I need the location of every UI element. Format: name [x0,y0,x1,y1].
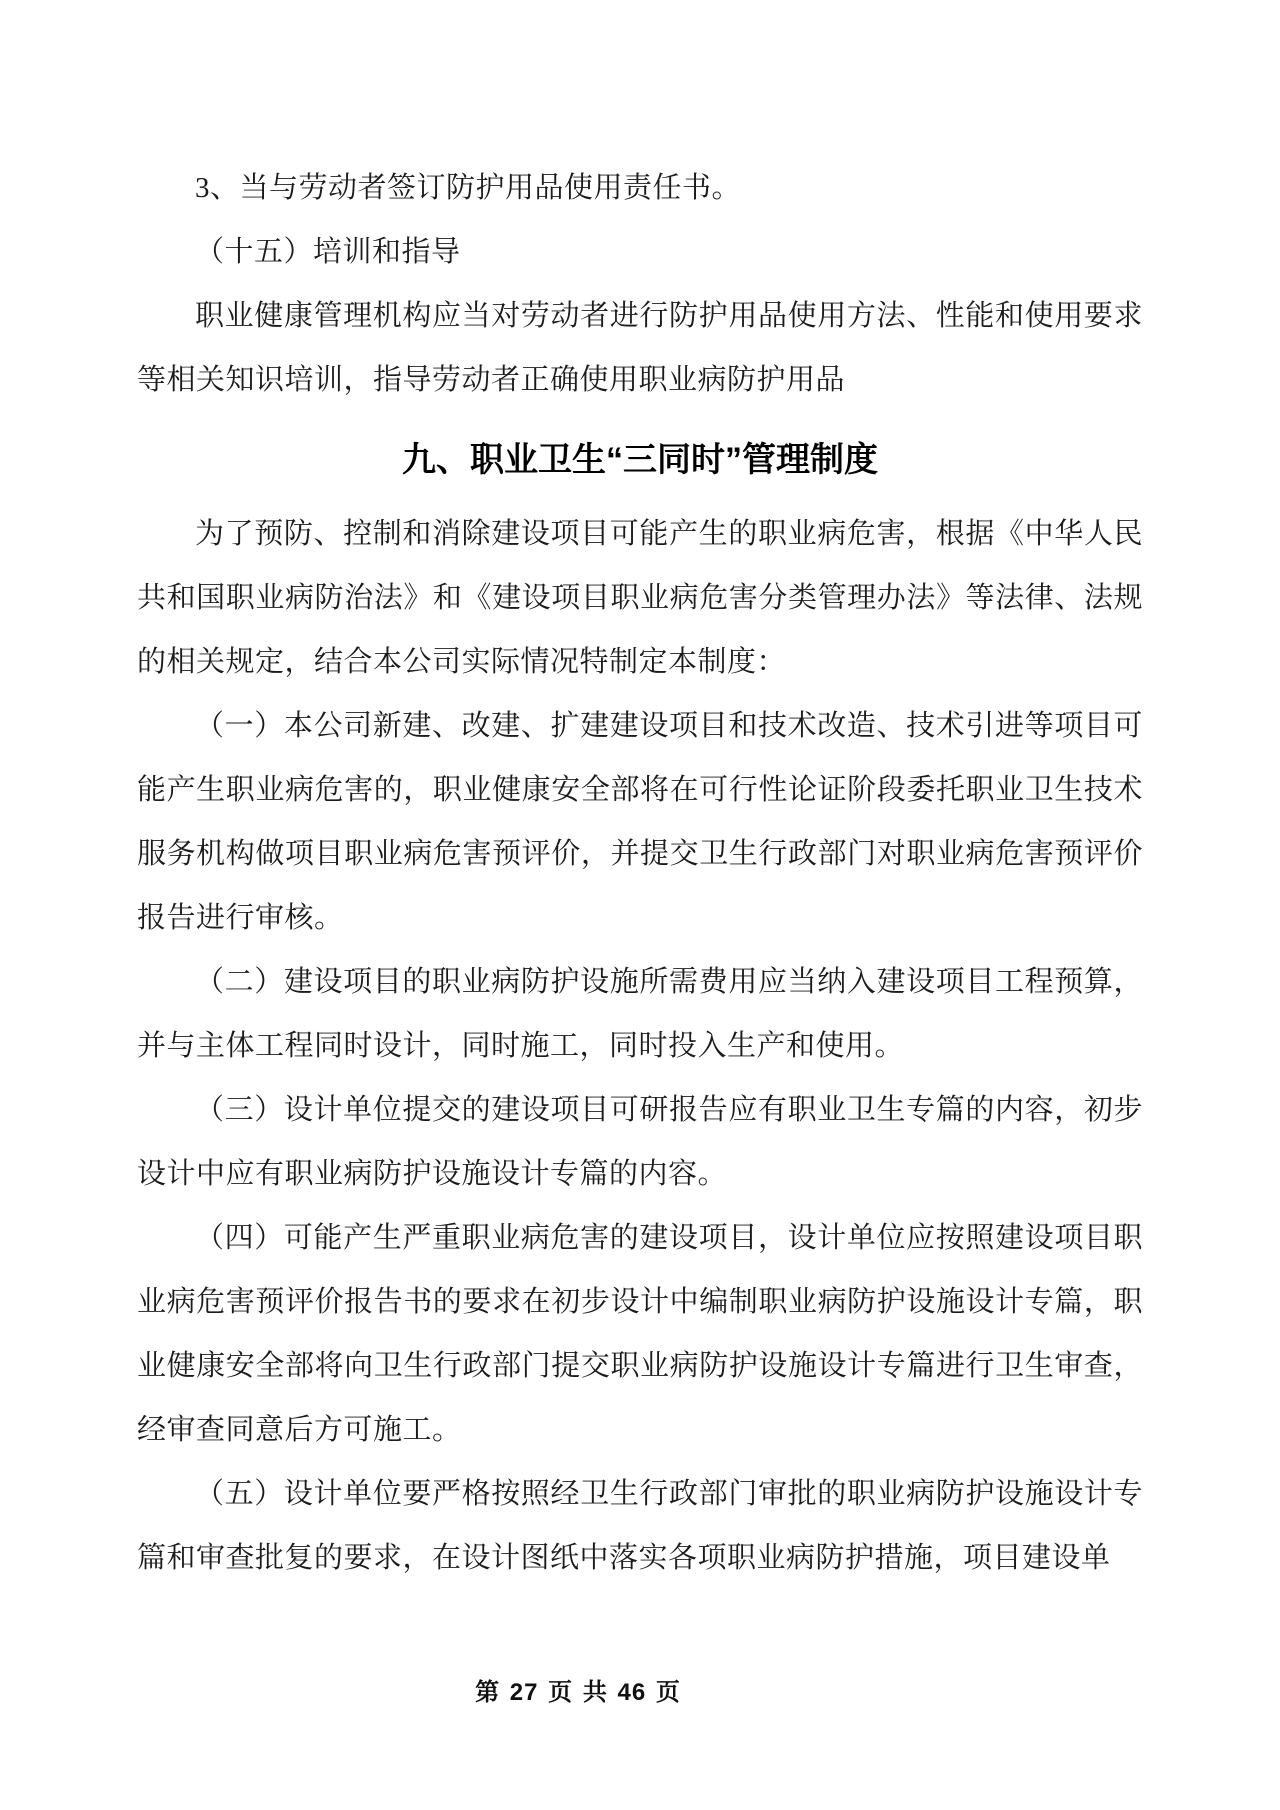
section-heading: 九、职业卫生“三同时”管理制度 [402,441,878,479]
document-content [137,156,1143,1590]
body-paragraph: （十五）培训和指导 [195,236,461,268]
body-paragraph: （四）可能产生严重职业病危害的建设项目，设计单位应按照建设项目职业病危害预评价报告书的要求在初步设计中编制职业病防护设施设计专篇，职业健康安全部将向卫生行政部门提交职业病防护设施设计专篇进行卫生审查，经审查同意后方可施工。 [137,1222,1143,1446]
body-paragraph: （三）设计单位提交的建设项目可研报告应有职业卫生专篇的内容，初步设计中应有职业病防护设施设计专篇的内容。 [137,1094,1143,1190]
body-paragraph: （二）建设项目的职业病防护设施所需费用应当纳入建设项目工程预算，并与主体工程同时设计，同时施工，同时投入生产和使用。 [137,966,1143,1062]
body-paragraph: 3、当与劳动者签订防护用品使用责任书。 [195,172,742,204]
body-paragraph: （五）设计单位要严格按照经卫生行政部门审批的职业病防护设施设计专篇和审查批复的要求，在设计图纸中落实各项职业病防护措施，项目建设单 [137,1478,1143,1574]
body-paragraph: 职业健康管理机构应当对劳动者进行防护用品使用方法、性能和使用要求等相关知识培训，指导劳动者正确使用职业病防护用品 [137,300,1143,396]
body-paragraph: （一）本公司新建、改建、扩建建设项目和技术改造、技术引进等项目可能产生职业病危害的，职业健康安全部将在可行性论证阶段委托职业卫生技术服务机构做项目职业病危害预评价，并提交卫生行政部门对职业病危害预评价报告进行审核。 [137,710,1143,934]
body-paragraph: 为了预防、控制和消除建设项目可能产生的职业病危害，根据《中华人民共和国职业病防治法》和《建设项目职业病危害分类管理办法》等法律、法规的相关规定，结合本公司实际情况特制定本制度： [137,518,1143,678]
page-footer: 第 27 页 共 46 页 [475,1679,681,1706]
